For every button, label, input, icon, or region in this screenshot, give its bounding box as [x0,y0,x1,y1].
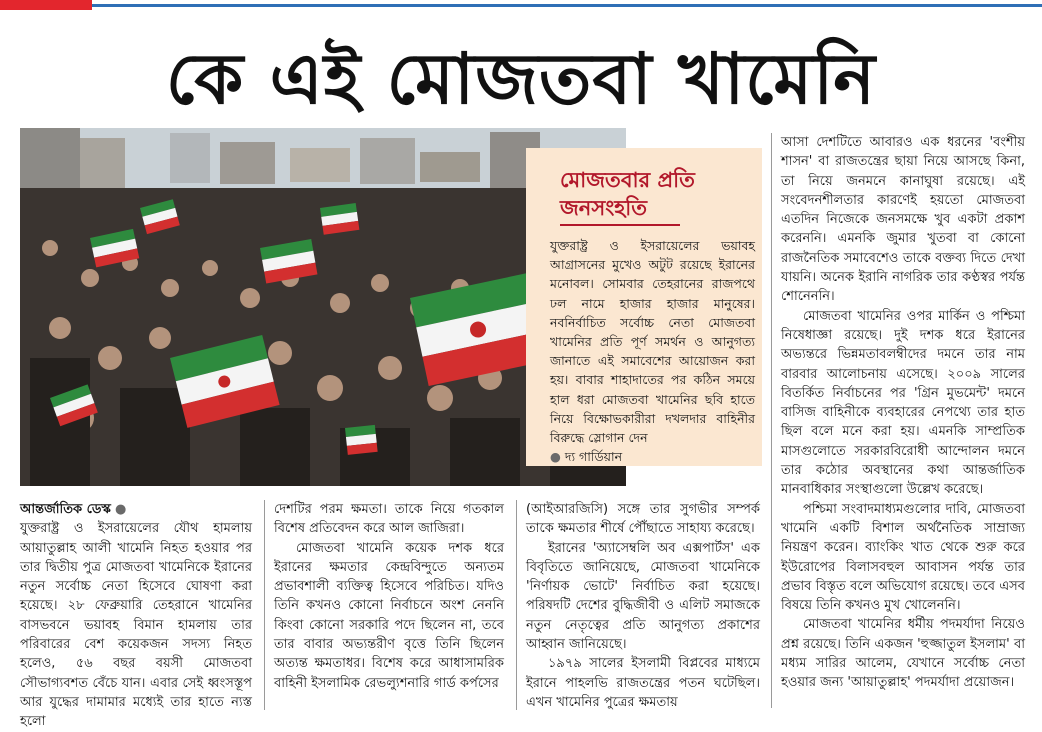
masthead-red-bar [0,0,92,10]
masthead-blue-rule [92,4,1042,7]
column-divider [516,500,517,710]
paragraph: আসা দেশটিতে আবারও এক ধরনের 'বংশীয় শাসন' বা রাজতন্ত্রের ছায়া নিয়ে আসছে কিনা, তা নিয়ে জনমনে কানাঘুষা রয়েছে। এই সংবেদনশীলতার কারণেই হয়তো মোজতবা এতদিন নিজেকে জনসমক্ষে খুব একটা প্রকাশ করেননি। এমনকি জুমার খুতবা বা কোনো রাজনৈতিক সমাবেশেও তাকে বক্তব্য দিতে দেখা যায়নি। অনেক ইরানি নাগরিক তার কণ্ঠস্বর পর্যন্ত শোনেননি। [781,135,1025,305]
bullet-icon: ● [550,449,565,465]
paragraph: মোজতবা খামেনির ধর্মীয় পদমর্যাদা নিয়েও প্রশ্ন রয়েছে। তিনি একজন 'হুজ্জাতুল ইসলাম' বা মধ্যম সারির আলেম, যেখানে সর্বোচ্চ নেতা হওয়ার জন্য 'আয়াতুল্লাহ' পদমর্যাদা প্রয়োজন। [781,617,1025,691]
desk-label: আন্তর্জাতিক ডেস্ক [20,502,111,517]
paragraph: পশ্চিমা সংবাদমাধ্যমগুলোর দাবি, মোজতবা খামেনি একটি বিশাল অর্থনৈতিক সাম্রাজ্য নিয়ন্ত্রণ করেন। ব্যাংকিং খাত থেকে শুরু করে ইউরোপের বিলাসবহুল আবাসন পর্যন্ত তার প্রভাব বিস্তৃত বলে অভিযোগ রয়েছে। তবে এসব বিষয়ে তিনি কখনও মুখ খোলেননি। [781,501,1025,614]
paragraph: (আইআরজিসি) সঙ্গে তার সুগভীর সম্পর্ক তাকে ক্ষমতার শীর্ষে পৌঁছাতে সাহায্য করেছে। [526,502,760,537]
paragraph: যুক্তরাষ্ট্র ও ইসরায়েলের যৌথ হামলায় আয়াতুল্লাহ আলী খামেনি নিহত হওয়ার পর তার দ্বিতীয় পুত্র মোজতবা খামেনিকে ইরানের নতুন সর্বোচ্চ নেতা হিসেবে ঘোষণা করা হয়েছে। ২৮ ফেব্রুয়ারি তেহরানে খামেনির বাসভবনে ভয়াবহ বিমান হামলায় তার পরিবারের বেশ কয়েকজন সদস্য নিহত হলেও, ৫৬ বছর বয়সী মোজতবা সৌভাগ্যবশত বেঁচে যান। এবার সেই ধ্বংসস্তূপ আর যুদ্ধের দামামার মধ্যেই তার হাতে ন্যস্ত হলো [20,521,252,730]
sidebar-credit: দ্য গার্ডিয়ান [564,449,623,465]
article-column-1 [20,500,252,732]
bullet-icon: ● [114,502,127,517]
column-divider [771,133,772,708]
sidebar-credit-line [550,447,755,466]
article-column-4 [781,133,1025,693]
paragraph: দেশটির পরম ক্ষমতা। তাকে নিয়ে গতকাল বিশেষ প্রতিবেদন করে আল জাজিরা। [274,502,504,537]
desk-line [20,500,252,519]
paragraph: মোজতবা খামেনির ওপর মার্কিন ও পশ্চিমা নিষেধাজ্ঞা রয়েছে। দুই দশক ধরে ইরানের অভ্যন্তরে ভিন্নমতাবলম্বীদের দমনে তার নাম বারবার আলোচনায় এসেছে। ২০০৯ সালের বিতর্কিত নির্বাচনের পর 'গ্রিন মুভমেন্ট' দমনে বাসিজ বাহিনীকে ব্যবহারের নেপথ্যে তার হাত ছিল বলে মনে করা হয়। এমনকি সাম্প্রতিক মাসগুলোতে সরকারবিরোধী আন্দোলন দমনে তার কঠোর অবস্থানের কথা আন্তর্জাতিক মানবাধিকার সংস্থাগুলো উল্লেখ করেছে। [781,308,1025,498]
article-column-3 [526,500,760,712]
sidebar-title: মোজতবার প্রতি জনসংহতি [560,168,695,220]
sidebar-title-underline [560,224,680,226]
paragraph: মোজতবা খামেনি কয়েক দশক ধরে ইরানের ক্ষমতার কেন্দ্রবিন্দুতে অন্যতম প্রভাবশালী ব্যক্তিত্ব হিসেবে পরিচিত। যদিও তিনি কখনও কোনো নির্বাচনে অংশ নেননি কিংবা কোনো সরকারি পদে ছিলেন না, তবে তার বাবার অভ্যন্তরীণ বৃত্তে তিনি ছিলেন অত্যন্ত ক্ষমতাধর। বিশেষ করে আধাসামরিক বাহিনী ইসলামিক রেভল্যুশনারি গার্ড কর্পসের [274,540,504,691]
sidebar-body [550,236,755,466]
headline: কে এই মোজতবা খামেনি [165,38,877,120]
paragraph: ইরানের 'অ্যাসেম্বলি অব এক্সপার্টস' এক বিবৃতিতে জানিয়েছে, মোজতবা খামেনিকে 'নির্ণায়ক ভোটে' নির্বাচিত করা হয়েছে। পরিষদটি দেশের বুদ্ধিজীবী ও এলিট সমাজকে নতুন নেতৃত্বের প্রতি আনুগত্য প্রকাশের আহ্বান জানিয়েছে। [526,540,760,653]
article-column-2 [274,500,504,693]
sidebar-text: যুক্তরাষ্ট্র ও ইসরায়েলের ভয়াবহ আগ্রাসনের মুখেও অটুট রয়েছে ইরানের মনোবল। সোমবার তেহরানের রাজপথে ঢল নামে হাজার হাজার মানুষের। নবনির্বাচিত সর্বোচ্চ নেতা মোজতবা খামেনির প্রতি পূর্ণ সমর্থন ও আনুগত্য জানাতে এই সমাবেশের আয়োজন করা হয়। বাবার শাহাদাতের পর কঠিন সময়ে হাল ধরা মোজতবা খামেনির ছবি হাতে নিয়ে বিক্ষোভকারীরা দখলদার বাহিনীর বিরুদ্ধে স্লোগান দেন [550,238,755,446]
paragraph: ১৯৭৯ সালের ইসলামী বিপ্লবের মাধ্যমে ইরানে পাহলভি রাজতন্ত্রের পতন ঘটেছিল। এখন খামেনির পুত্রের ক্ষমতায় [526,656,760,710]
column-divider [264,500,265,710]
